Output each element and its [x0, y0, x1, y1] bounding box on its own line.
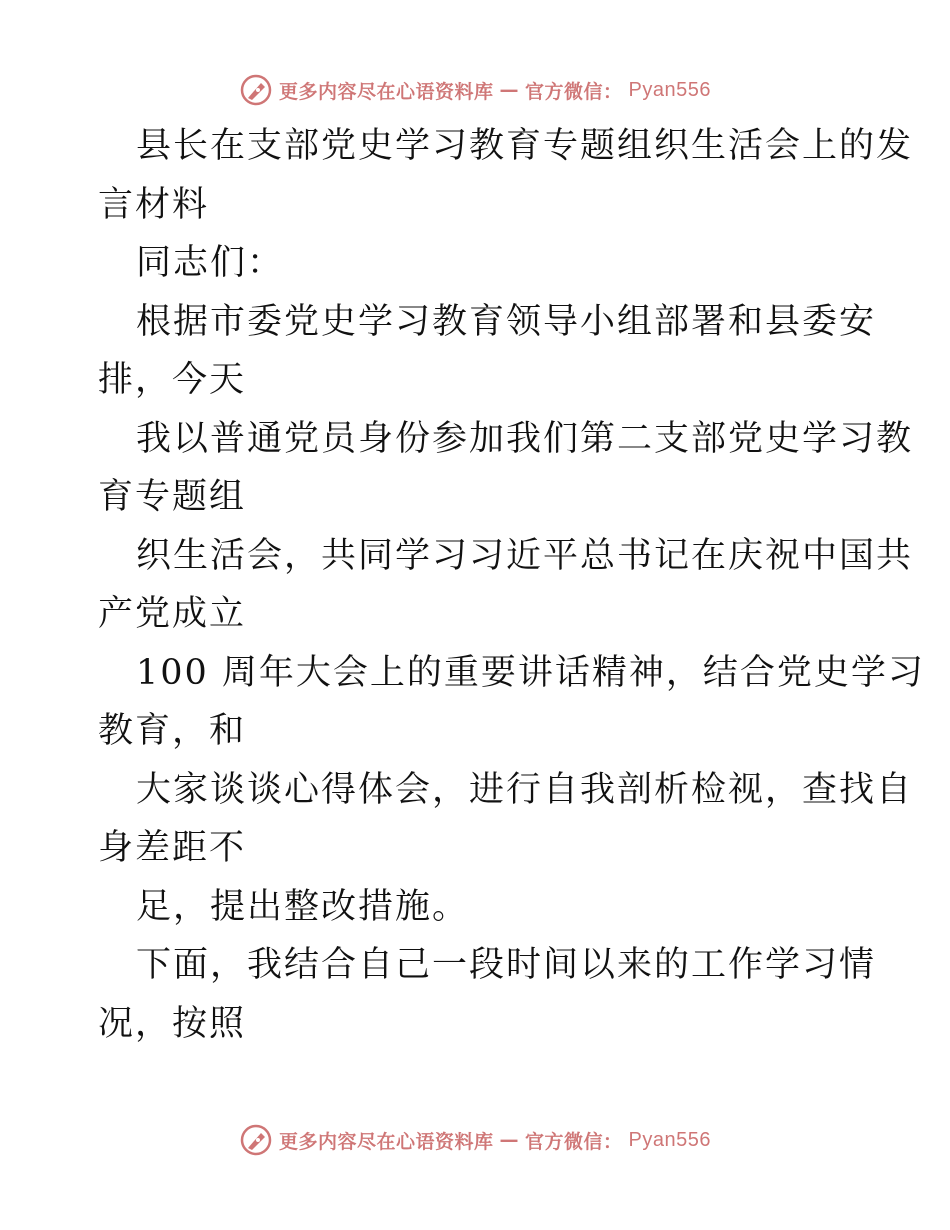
header-watermark: [0, 72, 950, 108]
text-line: 下面，我结合自己一段时间以来的工作学习情: [136, 945, 877, 985]
text-line: 县长在支部党史学习教育专题组织生活会上的发: [136, 126, 914, 166]
text-line: 育专题组: [98, 477, 247, 517]
text-line: 大家谈谈心得体会，进行自我剖析检视，查找自: [136, 769, 914, 810]
text-line: 100 周年大会上的重要讲话精神，结合党史学习: [136, 652, 925, 693]
text-line: 同志们：: [136, 243, 285, 283]
text-line: 织生活会，共同学习习近平总书记在庆祝中国共: [136, 535, 914, 576]
text-line: 根据市委党史学习教育领导小组部署和县委安: [136, 301, 877, 342]
watermark-label: 官方微信：: [525, 80, 623, 103]
text-line: 产党成立: [98, 594, 247, 634]
watermark-dash: —: [499, 1129, 520, 1151]
watermark-text: 更多内容尽在心语资料库: [279, 1130, 494, 1153]
text-line: 教育，和: [98, 711, 247, 751]
watermark-handle: Pyan556: [628, 78, 711, 101]
text-line: 言材料: [98, 184, 210, 225]
text-line: 足，提出整改措施。: [136, 886, 470, 927]
pen-nib-logo-icon: [239, 1123, 273, 1157]
watermark-text: 更多内容尽在心语资料库: [279, 80, 494, 103]
footer-watermark: [0, 1122, 950, 1158]
document-body: [98, 117, 925, 1053]
watermark-handle: Pyan556: [628, 1128, 711, 1151]
text-line: 排，今天: [98, 360, 247, 400]
text-line: 况，按照: [98, 1003, 247, 1044]
watermark-dash: —: [499, 79, 520, 101]
text-line: 身差距不: [98, 828, 247, 868]
text-line: 我以普通党员身份参加我们第二支部党史学习教: [136, 418, 914, 459]
pen-nib-logo-icon: [239, 73, 273, 107]
watermark-label: 官方微信：: [525, 1130, 623, 1153]
